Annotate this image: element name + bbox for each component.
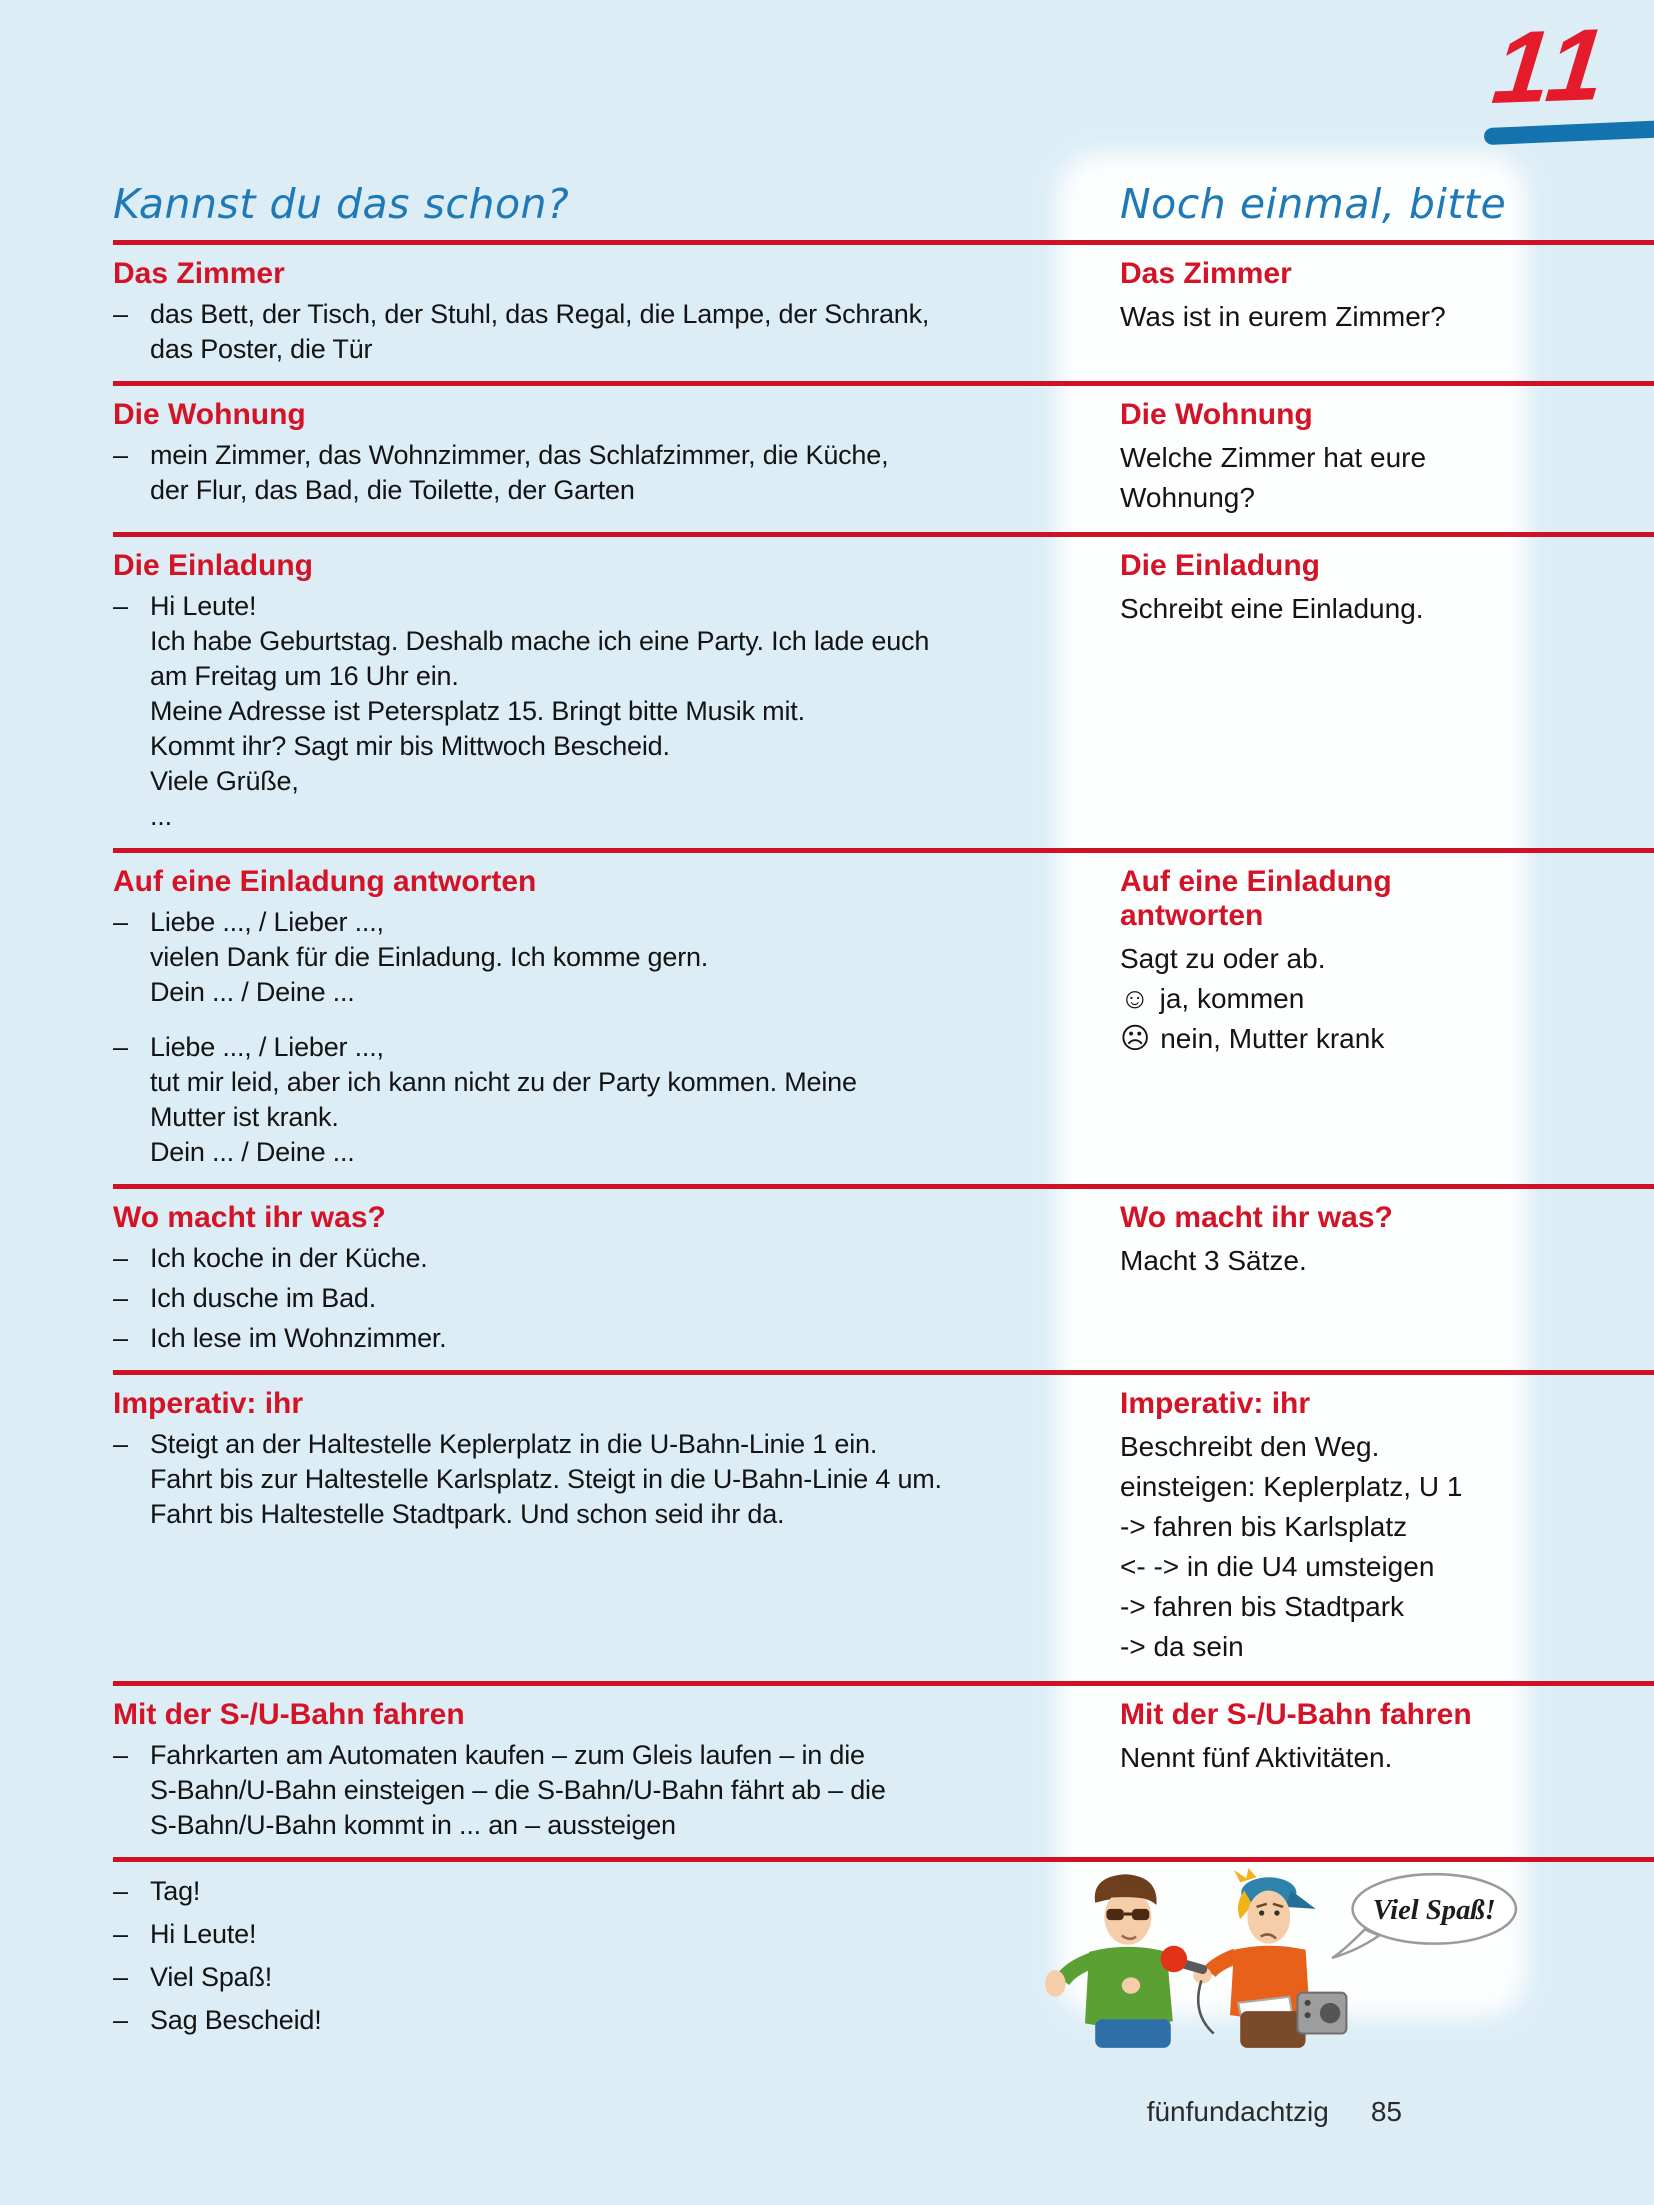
smiley-sad-icon: ☹ xyxy=(1120,1023,1151,1055)
closing-row xyxy=(113,1862,1654,2052)
task-line: Schreibt eine Einladung. xyxy=(1120,593,1424,624)
text-line: Ich koche in der Küche. xyxy=(150,1243,428,1273)
dash-bullet: – xyxy=(113,1032,129,1062)
list-item xyxy=(113,2003,1080,2038)
section-row xyxy=(113,1686,1654,1862)
text-line: Steigt an der Haltestelle Keplerplatz in die U-Bahn-Linie 1 ein. xyxy=(150,1429,878,1459)
list-item xyxy=(113,297,1080,367)
section-title: Die Wohnung xyxy=(1120,398,1313,431)
page-content xyxy=(113,150,1654,2052)
section-row xyxy=(113,1375,1654,1686)
item-lines xyxy=(150,1030,857,1170)
text-line: Fahrt bis Haltestelle Stadtpark. Und schon seid ihr da. xyxy=(150,1499,785,1529)
section-left xyxy=(113,257,1120,367)
item-lines xyxy=(150,1738,886,1843)
closing-left xyxy=(113,1874,1120,2038)
dash-bullet: – xyxy=(113,1962,129,1992)
task-line: Was ist in eurem Zimmer? xyxy=(1120,301,1446,332)
chapter-number: 11 xyxy=(1487,7,1615,125)
text-line: Meine Adresse ist Petersplatz 15. Bringt bitte Musik mit. xyxy=(150,696,805,726)
section-left xyxy=(113,1201,1120,1356)
text-line: Fahrkarten am Automaten kaufen – zum Gleis laufen – in die xyxy=(150,1740,865,1770)
text-line: Viele Grüße, xyxy=(150,766,299,796)
section-right xyxy=(1120,865,1654,1170)
list-item xyxy=(113,1917,1080,1952)
dash-bullet: – xyxy=(113,1876,129,1906)
sunglasses-icon xyxy=(1106,1909,1123,1920)
item-lines xyxy=(150,297,929,367)
list-item xyxy=(113,1960,1080,1995)
page-number-word: fünfundachtzig xyxy=(1146,2096,1329,2127)
text-line: das Poster, die Tür xyxy=(150,334,373,364)
task-line-arrow: -> fahren bis Stadtpark xyxy=(1120,1591,1405,1622)
section-left xyxy=(113,1387,1120,1667)
option-label: ja, kommen xyxy=(1159,983,1305,1014)
option-accept xyxy=(1120,979,1520,1019)
dash-bullet: – xyxy=(113,299,129,329)
page-footer xyxy=(0,2096,1402,2128)
cartoon-illustration xyxy=(1038,1868,1518,2052)
section-row xyxy=(113,1189,1654,1375)
item-lines xyxy=(150,1427,942,1532)
section-right xyxy=(1120,1387,1654,1667)
text-line: Mutter ist krank. xyxy=(150,1102,339,1132)
section-title: Auf eine Einladung antworten xyxy=(1120,865,1392,932)
list-item xyxy=(113,438,1080,508)
section-right xyxy=(1120,549,1654,834)
text-line: Ich lese im Wohnzimmer. xyxy=(150,1323,447,1353)
text-line: das Bett, der Tisch, der Stuhl, das Regal, die Lampe, der Schrank, xyxy=(150,299,930,329)
section-title: Wo macht ihr was? xyxy=(1120,1201,1393,1234)
section-title: Mit der S-/U-Bahn fahren xyxy=(1120,1698,1472,1731)
section-row xyxy=(113,537,1654,853)
section-title: Imperativ: ihr xyxy=(1120,1387,1311,1420)
text-line: vielen Dank für die Einladung. Ich komme gern. xyxy=(150,942,709,972)
dash-bullet: – xyxy=(113,907,129,937)
section-left xyxy=(113,865,1120,1170)
list-item xyxy=(113,1321,1080,1356)
dash-bullet: – xyxy=(113,2005,129,2035)
text-line: Liebe ..., / Lieber ..., xyxy=(150,1032,384,1062)
left-column-header: Kannst du das schon? xyxy=(113,180,570,228)
dash-bullet: – xyxy=(113,591,129,621)
section-right xyxy=(1120,398,1654,518)
dash-bullet: – xyxy=(113,440,129,470)
section-title: Mit der S-/U-Bahn fahren xyxy=(113,1698,465,1731)
task-line: Macht 3 Sätze. xyxy=(1120,1245,1307,1276)
section-row xyxy=(113,853,1654,1189)
smiley-happy-icon: ☺ xyxy=(1120,983,1150,1015)
list-item xyxy=(113,1738,1080,1843)
text-line: Fahrt bis zur Haltestelle Karlsplatz. Steigt in die U-Bahn-Linie 4 um. xyxy=(150,1464,942,1494)
list-item xyxy=(113,1874,1080,1909)
section-left xyxy=(113,1698,1120,1843)
reporter-character xyxy=(1161,1868,1347,2048)
text-line: S-Bahn/U-Bahn einsteigen – die S-Bahn/U-Bahn fährt ab – die xyxy=(150,1775,886,1805)
section-title: Das Zimmer xyxy=(113,257,285,290)
section-row xyxy=(113,245,1654,386)
option-label: nein, Mutter krank xyxy=(1160,1023,1385,1054)
item-lines xyxy=(150,589,929,834)
list-item xyxy=(113,589,1080,834)
speech-bubble xyxy=(1332,1874,1516,1958)
text-line: Hi Leute! xyxy=(150,1919,257,1949)
text-line: tut mir leid, aber ich kann nicht zu der Party kommen. Meine xyxy=(150,1067,857,1097)
section-row xyxy=(113,386,1654,537)
dash-bullet: – xyxy=(113,1919,129,1949)
microphone-icon xyxy=(1161,1946,1209,1975)
section-left xyxy=(113,549,1120,834)
text-line: Viel Spaß! xyxy=(150,1962,273,1992)
task-line: Welche Zimmer hat eure Wohnung? xyxy=(1120,442,1427,513)
task-line: Nennt fünf Aktivitäten. xyxy=(1120,1742,1393,1773)
section-right xyxy=(1120,257,1654,367)
task-line: Beschreibt den Weg. xyxy=(1120,1431,1380,1462)
list-item xyxy=(113,905,1080,1010)
task-line-arrow: -> fahren bis Karlsplatz xyxy=(1120,1511,1408,1542)
text-line: Tag! xyxy=(150,1876,201,1906)
section-title: Wo macht ihr was? xyxy=(113,1201,386,1234)
item-lines xyxy=(150,438,888,508)
list-item xyxy=(113,1241,1080,1276)
list-item xyxy=(113,1030,1080,1170)
text-line: am Freitag um 16 Uhr ein. xyxy=(150,661,459,691)
section-title: Die Einladung xyxy=(113,549,314,582)
option-decline xyxy=(1120,1019,1520,1059)
text-line: der Flur, das Bad, die Toilette, der Garten xyxy=(150,475,635,505)
text-line: Ich habe Geburtstag. Deshalb mache ich eine Party. Ich lade euch xyxy=(150,626,930,656)
page-number: 85 xyxy=(1370,2096,1402,2127)
item-lines xyxy=(150,905,708,1010)
list-item xyxy=(113,1427,1080,1532)
list-item xyxy=(113,1281,1080,1316)
section-title: Imperativ: ihr xyxy=(113,1387,304,1420)
section-title: Auf eine Einladung antworten xyxy=(113,865,537,898)
text-line: Dein ... / Deine ... xyxy=(150,977,355,1007)
task-line-arrow: <- -> in die U4 umsteigen xyxy=(1120,1551,1435,1582)
column-headers-row xyxy=(113,150,1654,245)
text-line: Kommt ihr? Sagt mir bis Mittwoch Bescheid. xyxy=(150,731,670,761)
dash-bullet: – xyxy=(113,1283,129,1313)
text-line: mein Zimmer, das Wohnzimmer, das Schlafzimmer, die Küche, xyxy=(150,440,889,470)
text-line: S-Bahn/U-Bahn kommt in ... an – aussteigen xyxy=(150,1810,676,1840)
section-left xyxy=(113,398,1120,518)
text-line: Dein ... / Deine ... xyxy=(150,1137,355,1167)
section-title: Das Zimmer xyxy=(1120,257,1292,290)
text-line: Sag Bescheid! xyxy=(150,2005,322,2035)
speech-bubble-text: Viel Spaß! xyxy=(1372,1895,1496,1927)
section-title: Die Wohnung xyxy=(113,398,306,431)
dash-bullet: – xyxy=(113,1323,129,1353)
section-right xyxy=(1120,1201,1654,1356)
dash-bullet: – xyxy=(113,1740,129,1770)
interviewee-character xyxy=(1045,1874,1173,2048)
text-line: Hi Leute! xyxy=(150,591,257,621)
tape-recorder-icon xyxy=(1297,1993,1346,2034)
dash-bullet: – xyxy=(113,1243,129,1273)
section-title: Die Einladung xyxy=(1120,549,1321,582)
dash-bullet: – xyxy=(113,1429,129,1459)
text-line: ... xyxy=(150,801,172,831)
task-line: Sagt zu oder ab. xyxy=(1120,943,1326,974)
right-column-header: Noch einmal, bitte xyxy=(1120,180,1507,228)
text-line: Liebe ..., / Lieber ..., xyxy=(150,907,384,937)
task-line: einsteigen: Keplerplatz, U 1 xyxy=(1120,1471,1463,1502)
text-line: Ich dusche im Bad. xyxy=(150,1283,377,1313)
section-right xyxy=(1120,1698,1654,1843)
task-line-arrow: -> da sein xyxy=(1120,1631,1244,1662)
